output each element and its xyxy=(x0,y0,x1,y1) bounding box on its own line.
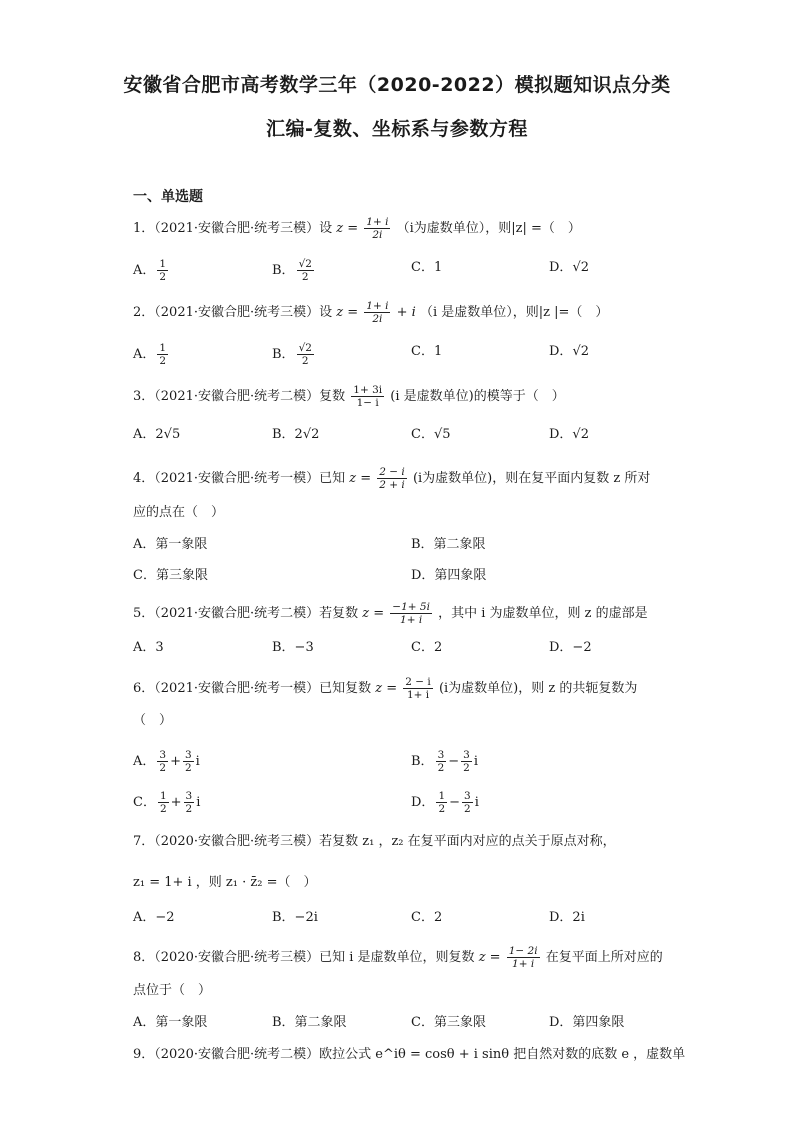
question-8-option-d: D．第四象限 xyxy=(549,1015,625,1030)
question-2-option-c: C．1 xyxy=(411,344,443,359)
question-6-option-c: C． $\frac{1}{2}$ + $\frac{3}{2}$ i xyxy=(133,790,201,815)
question-7-line2: z₁ = 1+ i ，则 z₁ · z̄₂ =（ ） xyxy=(133,875,317,890)
document-title-line1: 安徽省合肥市高考数学三年（2020-2022）模拟题知识点分类 xyxy=(123,74,671,96)
question-1 xyxy=(133,216,581,241)
question-3-option-a: A．2√5 xyxy=(133,427,181,442)
question-1-option-b: B． $\frac{√2}{2}$ xyxy=(272,258,312,283)
question-7-option-d: D．2i xyxy=(549,910,585,925)
question-8-option-c: C．第三象限 xyxy=(411,1015,486,1030)
question-4-option-d: D．第四象限 xyxy=(411,568,487,583)
question-4-continuation: 应的点在（ ） xyxy=(133,505,225,520)
question-5-option-d: D．−2 xyxy=(549,640,592,655)
question-1-fraction: $\frac{1+ i}{2i}$ xyxy=(366,216,389,241)
question-5-option-a: A．3 xyxy=(133,640,164,655)
question-6-option-a: A． $\frac{3}{2}$ + $\frac{3}{2}$ i xyxy=(133,749,200,774)
question-6: 6．（2021·安徽合肥·统考一模）已知复数 z = $\frac{2 - i}{1+ i}$ (i为虚数单位)，则 z 的共轭复数为 xyxy=(133,676,638,701)
question-9-line1: 9．（2020·安徽合肥·统考二模）欧拉公式 e^iθ = cosθ + i sinθ 把自然对数的底数 e ，虚数单 xyxy=(133,1047,686,1062)
question-8-fraction: $\frac{1- 2i}{1+ i}$ xyxy=(508,945,538,970)
question-5-fraction: $\frac{-1+ 5i}{1+ i}$ xyxy=(392,601,430,626)
question-4-fraction: $\frac{2 - i}{2 + i}$ xyxy=(379,466,405,491)
question-6-continuation: （ ） xyxy=(133,713,173,728)
question-2: 2．（2021·安徽合肥·统考三模）设 z = $\frac{1+ i}{2i}$ + i （i 是虚数单位），则|z |=（ ） xyxy=(133,300,609,325)
question-5-option-b: B．−3 xyxy=(272,640,314,655)
question-7-option-b: B．−2i xyxy=(272,910,318,925)
question-3: 3．（2021·安徽合肥·统考二模）复数 $\frac{1+ 3i}{1- i}$ (i 是虚数单位)的模等于（ ） xyxy=(133,384,565,409)
question-8-continuation: 点位于（ ） xyxy=(133,983,212,998)
question-4-option-c: C．第三象限 xyxy=(133,568,208,583)
question-8-option-b: B．第二象限 xyxy=(272,1015,347,1030)
question-3-option-c: C．√5 xyxy=(411,427,451,442)
question-3-fraction: $\frac{1+ 3i}{1- i}$ xyxy=(353,384,383,409)
question-8: 8．（2020·安徽合肥·统考三模）已知 i 是虚数单位，则复数 z = $\frac{1- 2i}{1+ i}$ 在复平面上所对应的 xyxy=(133,945,663,970)
question-1-prefix: 1．（2021·安徽合肥·统考三模）设 xyxy=(133,221,333,236)
question-4-option-b: B．第二象限 xyxy=(411,537,486,552)
question-7-option-c: C．2 xyxy=(411,910,443,925)
question-5: 5．（2021·安徽合肥·统考二模）若复数 z = $\frac{-1+ 5i}{1+ i}$ ，其中 i 为虚数单位，则 z 的虚部是 xyxy=(133,601,648,626)
question-4-option-a: A．第一象限 xyxy=(133,537,208,552)
question-7-line1: 7．（2020·安徽合肥·统考三模）若复数 z₁ ，z₂ 在复平面内对应的点关于原点对称， xyxy=(133,834,616,849)
question-7-option-a: A．−2 xyxy=(133,910,175,925)
question-6-fraction: $\frac{2 - i}{1+ i}$ xyxy=(405,676,431,701)
question-3-option-d: D．√2 xyxy=(549,427,589,442)
question-2-fraction: $\frac{1+ i}{2i}$ xyxy=(366,300,389,325)
question-2-option-b: B． $\frac{√2}{2}$ xyxy=(272,342,312,367)
section-heading: 一、单选题 xyxy=(133,189,203,205)
question-1-suffix: （i为虚数单位），则|z| =（ ） xyxy=(396,221,581,236)
question-3-option-b: B．2√2 xyxy=(272,427,320,442)
question-5-option-c: C．2 xyxy=(411,640,443,655)
question-8-option-a: A．第一象限 xyxy=(133,1015,208,1030)
question-1-option-d: D．√2 xyxy=(549,260,589,275)
question-1-option-a: A． $\frac{1}{2}$ xyxy=(133,258,167,283)
question-6-option-d: D． $\frac{1}{2}$ − $\frac{3}{2}$ i xyxy=(411,790,479,815)
question-2-option-d: D．√2 xyxy=(549,344,589,359)
question-2-option-a: A． $\frac{1}{2}$ xyxy=(133,342,167,367)
question-1-option-c: C．1 xyxy=(411,260,443,275)
question-4: 4．（2021·安徽合肥·统考一模）已知 z = $\frac{2 - i}{2 + i}$ (i为虚数单位)，则在复平面内复数 z 所对 xyxy=(133,466,651,491)
document-title-line2: 汇编-复数、坐标系与参数方程 xyxy=(266,118,528,140)
question-1-var: z = xyxy=(336,221,359,236)
question-6-option-b: B． $\frac{3}{2}$ − $\frac{3}{2}$ i xyxy=(411,749,479,774)
